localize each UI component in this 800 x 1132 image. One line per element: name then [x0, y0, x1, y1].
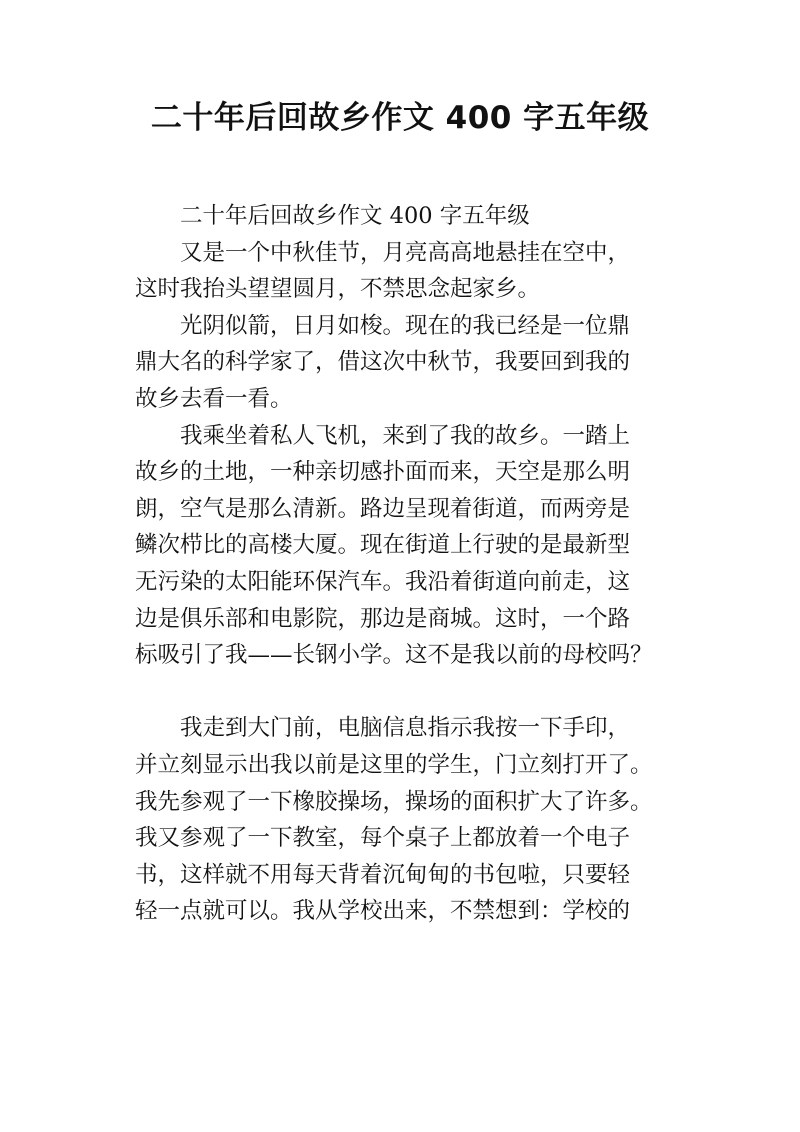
text-line: 朗，空气是那么清新。路边呈现着街道，而两旁是	[135, 495, 631, 522]
text-line: 我乘坐着私人飞机，来到了我的故乡。一踏上	[180, 422, 631, 449]
text-line: 故乡的土地，一种亲切感扑面而来，天空是那么明	[135, 459, 631, 486]
text-line: 鼎大名的科学家了，借这次中秋节，我要回到我的	[135, 349, 631, 376]
paragraph-gap	[135, 674, 695, 711]
document-title: 二十年后回故乡作文 400 字五年级	[150, 100, 650, 136]
text-line: 又是一个中秋佳节，月亮高高地悬挂在空中，	[180, 239, 631, 266]
text-line: 我先参观了一下橡胶操场，操场的面积扩大了许多。	[135, 788, 653, 815]
text-line: 并立刻显示出我以前是这里的学生，门立刻打开了。	[135, 751, 653, 778]
text-line: 我又参观了一下教室，每个桌子上都放着一个电子	[135, 825, 631, 852]
text-line: 边是俱乐部和电影院，那边是商城。这时，一个路	[135, 605, 631, 632]
document-body	[135, 198, 695, 930]
text-line-subtitle: 二十年后回故乡作文 400 字五年级	[180, 203, 530, 229]
text-line: 书，这样就不用每天背着沉甸甸的书包啦，只要轻	[135, 861, 631, 888]
text-line: 故乡去看一看。	[135, 385, 293, 412]
text-line: 无污染的太阳能环保汽车。我沿着街道向前走，这	[135, 568, 631, 595]
text-line: 鳞次栉比的高楼大厦。现在街道上行驶的是最新型	[135, 532, 631, 559]
text-line: 轻一点就可以。我从学校出来，不禁想到：学校的	[135, 898, 631, 925]
text-line: 光阴似箭，日月如梭。现在的我已经是一位鼎	[180, 312, 631, 339]
text-line: 标吸引了我——长钢小学。这不是我以前的母校吗？	[135, 642, 653, 669]
text-line: 这时我抬头望望圆月，不禁思念起家乡。	[135, 276, 541, 303]
text-line: 我走到大门前，电脑信息指示我按一下手印，	[180, 715, 631, 742]
